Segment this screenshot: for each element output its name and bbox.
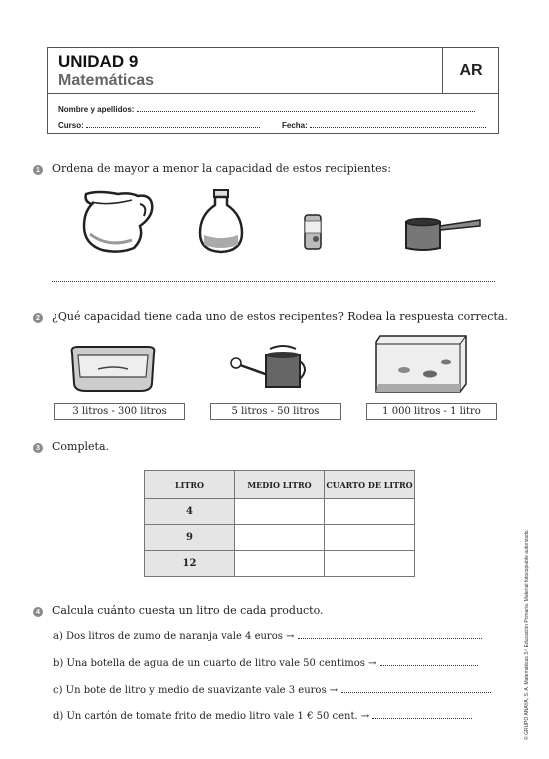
option-box-watering-can[interactable]: 5 litros - 50 litros: [210, 403, 341, 420]
name-field[interactable]: [58, 104, 475, 114]
answer-cell[interactable]: [235, 551, 325, 577]
bottle-image: [196, 189, 246, 255]
jug-image: [78, 190, 158, 255]
question-3-number: 3: [33, 443, 43, 453]
can-image: [303, 213, 323, 251]
unit-title: UNIDAD 9: [58, 52, 139, 71]
worksheet-header: [47, 47, 499, 134]
date-line[interactable]: [310, 120, 486, 128]
saucepan-image: [404, 214, 482, 252]
table-header-row: [145, 471, 415, 499]
course-label: Curso:: [58, 121, 84, 130]
item-d-text: d) Un cartón de tomate frito de medio litro vale 1 € 50 cent. →: [53, 711, 370, 722]
watering-can-image: [226, 345, 310, 391]
answer-cell[interactable]: [325, 551, 415, 577]
list-item: [53, 710, 472, 722]
item-a-text: a) Dos litros de zumo de naranja vale 4 euros →: [53, 631, 295, 642]
question-2-number: 2: [33, 313, 43, 323]
course-field[interactable]: [58, 120, 260, 130]
list-item: [53, 657, 478, 669]
header-cuarto-litro: CUARTO DE LITRO: [325, 471, 415, 499]
answer-cell[interactable]: [325, 499, 415, 525]
conversion-table: [144, 470, 415, 577]
item-c-answer-line[interactable]: [341, 684, 491, 693]
item-a-answer-line[interactable]: [298, 630, 482, 639]
date-label: Fecha:: [282, 121, 308, 130]
answer-cell[interactable]: [235, 525, 325, 551]
item-c-text: c) Un bote de litro y medio de suavizante vale 3 euros →: [53, 685, 339, 696]
option-box-fish-tank[interactable]: 1 000 litros - 1 litro: [366, 403, 497, 420]
table-row: [145, 551, 415, 577]
row-value: 4: [145, 499, 235, 525]
row-value: 12: [145, 551, 235, 577]
name-label: Nombre y apellidos:: [58, 105, 135, 114]
subject-title: Matemáticas: [58, 72, 155, 89]
date-field[interactable]: [282, 120, 486, 130]
answer-cell[interactable]: [235, 499, 325, 525]
question-2-text: ¿Qué capacidad tiene cada uno de estos recipentes? Rodea la respuesta correcta.: [52, 310, 508, 323]
item-d-answer-line[interactable]: [372, 710, 472, 719]
header-title-box: [48, 48, 443, 94]
q1-answer-line[interactable]: [52, 281, 495, 282]
item-b-answer-line[interactable]: [380, 657, 478, 666]
table-row: [145, 525, 415, 551]
copyright-note: © GRUPO ANAYA, S. A. Matemáticas 3.º Educación Primaria. Material fotocopiable autorizado.: [524, 529, 530, 740]
question-1-number: 1: [33, 165, 43, 175]
item-b-text: b) Una botella de agua de un cuarto de litro vale 50 centimos →: [53, 658, 377, 669]
question-4-text: Calcula cuánto cuesta un litro de cada producto.: [52, 604, 324, 617]
option-box-bathtub[interactable]: 3 litros - 300 litros: [54, 403, 185, 420]
header-litro: LITRO: [145, 471, 235, 499]
answer-cell[interactable]: [325, 525, 415, 551]
table-row: [145, 499, 415, 525]
bathtub-image: [68, 343, 160, 395]
fish-tank-image: [374, 334, 468, 394]
question-4-number: 4: [33, 607, 43, 617]
list-item: [53, 630, 482, 642]
list-item: [53, 684, 491, 696]
row-value: 9: [145, 525, 235, 551]
header-medio-litro: MEDIO LITRO: [235, 471, 325, 499]
course-line[interactable]: [86, 120, 260, 128]
question-1-text: Ordena de mayor a menor la capacidad de estos recipientes:: [52, 162, 392, 175]
question-3-text: Completa.: [52, 440, 110, 453]
name-line[interactable]: [137, 104, 475, 112]
level-code: AR: [443, 48, 499, 94]
